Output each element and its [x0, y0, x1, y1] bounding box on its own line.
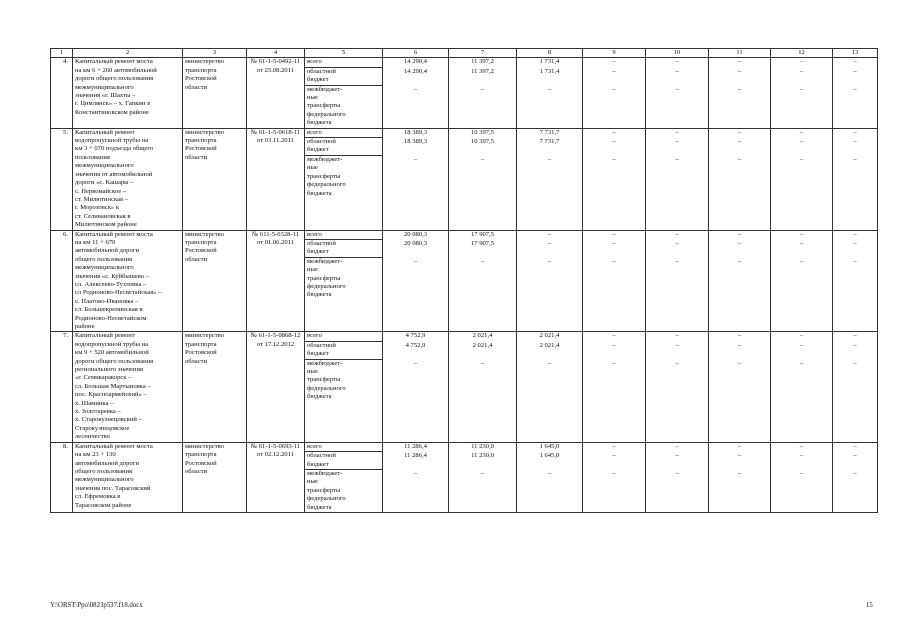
amount-value: –	[737, 332, 742, 340]
amount-column-13	[833, 332, 878, 442]
column-number-8: 8	[517, 49, 583, 58]
funding-source-label: межбюджет- ные трансферты федерального бюджета	[307, 257, 346, 299]
amount-value: –	[675, 341, 679, 349]
amount-value: 11 230,0	[471, 452, 494, 460]
amount-value: –	[799, 332, 804, 340]
funding-source-label: областной бюджет	[305, 68, 382, 86]
amount-value: –	[853, 332, 857, 340]
contract-number: № 61-1-5-0868-12 от 17.12.2012	[247, 332, 305, 442]
amount-value: –	[853, 341, 857, 349]
column-number-9: 9	[583, 49, 646, 58]
amount-value: 10 397,5	[470, 128, 495, 136]
row-number: 7.	[51, 332, 73, 442]
amount-value: –	[547, 85, 552, 93]
amount-value: –	[612, 155, 616, 163]
amount-value: –	[675, 359, 679, 367]
amount-value: 7 731,7	[539, 138, 560, 146]
amount-column-9	[583, 128, 646, 230]
amount-column-8	[517, 442, 583, 512]
amount-value: –	[737, 469, 742, 477]
funding-source-label: межбюджет- ные трансферты федерального бюджета	[307, 359, 346, 401]
amount-value: –	[612, 332, 616, 340]
amount-column-13	[833, 58, 878, 128]
row-number: 5.	[51, 128, 73, 230]
amount-value: 20 080,3	[403, 230, 428, 238]
amount-column-12	[771, 332, 833, 442]
amount-column-9	[583, 230, 646, 332]
amount-value: –	[853, 239, 857, 247]
amount-value: –	[799, 359, 804, 367]
responsible-body: министерство транспорта Ростовской области	[183, 58, 247, 128]
amount-value: –	[480, 257, 485, 265]
row-number: 4.	[51, 58, 73, 128]
amount-value: –	[547, 469, 552, 477]
program-table-page	[50, 48, 877, 513]
amount-value: 7 731,7	[539, 128, 560, 136]
responsible-body: министерство транспорта Ростовской области	[183, 128, 247, 230]
amount-value: –	[413, 257, 418, 265]
amount-value: 14 290,4	[403, 67, 428, 75]
amount-value: –	[737, 239, 742, 247]
amount-value: 4 752,9	[405, 341, 426, 349]
funding-source-label: межбюджет- ные трансферты федерального бюджета	[307, 469, 346, 511]
amount-value: –	[612, 58, 616, 66]
amount-value: 18 389,3	[403, 138, 428, 146]
amount-value: 1 731,4	[539, 67, 560, 75]
amount-value: –	[799, 67, 804, 75]
amount-column-7	[449, 128, 517, 230]
amount-value: –	[480, 469, 485, 477]
contract-number: № 61-1-5-0618-11 от 03.11.2011	[247, 128, 305, 230]
amount-value: 1 645,0	[539, 442, 560, 450]
contract-number: № 611-5-0328-11 от 01.06.2011	[247, 230, 305, 332]
amount-value: –	[799, 442, 804, 450]
page-number: 15	[866, 602, 873, 609]
amount-value: –	[675, 257, 679, 265]
amount-value: –	[547, 257, 552, 265]
amount-value: –	[853, 442, 857, 450]
funding-sources	[305, 58, 383, 128]
amount-column-11	[709, 58, 771, 128]
document-path: Y:\ORST\Ppo\0823p537.f18.docx	[50, 602, 143, 609]
amount-value: –	[675, 230, 679, 238]
table-row	[51, 442, 878, 512]
responsible-body: министерство транспорта Ростовской области	[183, 332, 247, 442]
table-row	[51, 128, 878, 230]
amount-value: –	[675, 442, 679, 450]
funding-source-label: всего	[305, 332, 382, 341]
column-number-6: 6	[383, 49, 449, 58]
amount-value: –	[853, 257, 857, 265]
amount-column-13	[833, 128, 878, 230]
amount-value: –	[799, 239, 804, 247]
amount-value: –	[675, 239, 679, 247]
amount-value: 11 230,0	[471, 442, 494, 450]
row-number: 6.	[51, 230, 73, 332]
amount-value: –	[413, 359, 418, 367]
amount-column-6	[383, 442, 449, 512]
amount-value: –	[737, 257, 742, 265]
amount-column-7	[449, 332, 517, 442]
amount-value: –	[737, 67, 742, 75]
amount-value: 2 021,4	[472, 332, 493, 340]
amount-value: –	[675, 138, 679, 146]
amount-value: –	[799, 230, 804, 238]
column-number-10: 10	[646, 49, 709, 58]
amount-column-11	[709, 230, 771, 332]
amount-column-12	[771, 230, 833, 332]
responsible-body: министерство транспорта Ростовской области	[183, 442, 247, 512]
contract-number: № 61-1-5-0693-11 от 02.12.2011	[247, 442, 305, 512]
funding-sources	[305, 442, 383, 512]
amount-value: –	[853, 85, 857, 93]
funding-source-label: всего	[305, 443, 382, 452]
amount-column-12	[771, 58, 833, 128]
amount-column-8	[517, 128, 583, 230]
table-row	[51, 230, 878, 332]
amount-value: 2 021,4	[539, 332, 560, 340]
amount-value: 11 286,4	[404, 452, 427, 460]
amount-value: 2 021,4	[539, 341, 560, 349]
amount-column-11	[709, 332, 771, 442]
amount-value: –	[737, 359, 742, 367]
column-number-11: 11	[709, 49, 771, 58]
amount-value: –	[853, 58, 857, 66]
amount-column-9	[583, 58, 646, 128]
amount-value: 17 907,5	[470, 239, 495, 247]
amount-value: –	[612, 469, 616, 477]
column-number-5: 5	[305, 49, 383, 58]
amount-column-13	[833, 442, 878, 512]
amount-value: –	[799, 128, 804, 136]
amount-column-12	[771, 128, 833, 230]
amount-value: –	[737, 85, 742, 93]
table-row	[51, 58, 878, 128]
amount-value: –	[853, 452, 857, 460]
amount-value: 11 397,2	[471, 58, 494, 66]
amount-value: –	[799, 341, 804, 349]
amount-value: 11 397,2	[471, 67, 494, 75]
funding-source-label: межбюджет- ные трансферты федерального бюджета	[307, 85, 346, 127]
amount-column-6	[383, 58, 449, 128]
responsible-body: министерство транспорта Ростовской области	[183, 230, 247, 332]
amount-value: –	[480, 155, 485, 163]
amount-value: –	[737, 155, 742, 163]
amount-value: –	[612, 138, 616, 146]
amount-value: –	[675, 469, 679, 477]
amount-value: –	[799, 85, 804, 93]
amount-value: –	[480, 85, 485, 93]
amount-value: –	[675, 452, 679, 460]
column-number-4: 4	[247, 49, 305, 58]
object-name: Капитальный ремонт моста на км 11 + 670 автомобильной дороги общего пользования межмуниципального значения «с. Куйбышево – сл. Алексеево-Тузловка – сл Родионово-Несветайская» – с. Платово-Ивановка – сл. Большекрепинская в Родионово-Несветайском районе	[73, 230, 183, 332]
amount-value: –	[799, 58, 804, 66]
amount-value: –	[675, 128, 679, 136]
amount-value: –	[737, 58, 742, 66]
amount-value: –	[853, 67, 857, 75]
amount-value: –	[853, 128, 857, 136]
amount-value: –	[547, 239, 552, 247]
amount-value: –	[675, 85, 679, 93]
amount-value: –	[853, 359, 857, 367]
funding-source-label: всего	[305, 129, 382, 138]
amount-value: 1 731,4	[539, 58, 560, 66]
amount-value: –	[612, 85, 616, 93]
amount-column-8	[517, 332, 583, 442]
row-number: 8.	[51, 442, 73, 512]
amount-value: 11 286,4	[404, 442, 427, 450]
amount-value: –	[675, 155, 679, 163]
column-number-1: 1	[51, 49, 73, 58]
amount-column-9	[583, 442, 646, 512]
amount-value: –	[612, 359, 616, 367]
object-name: Капитальный ремонт моста на км 6 + 260 автомобильной дороги общего пользования межмуниципального значения «г. Шахты – г. Цимлянск» – х. Гапкин в Константиновском районе	[73, 58, 183, 128]
amount-value: –	[547, 155, 552, 163]
funding-source-label: всего	[305, 58, 382, 67]
amount-value: –	[612, 230, 616, 238]
amount-value: –	[612, 442, 616, 450]
funding-sources	[305, 332, 383, 442]
amount-value: –	[799, 452, 804, 460]
amount-column-12	[771, 442, 833, 512]
column-number-12: 12	[771, 49, 833, 58]
amount-value: 20 080,3	[403, 239, 428, 247]
amount-value: –	[799, 155, 804, 163]
amount-value: –	[737, 452, 742, 460]
amount-value: –	[737, 341, 742, 349]
funding-source-label: областной бюджет	[305, 138, 382, 156]
amount-column-10	[646, 332, 709, 442]
amount-column-10	[646, 128, 709, 230]
amount-column-10	[646, 230, 709, 332]
amount-column-6	[383, 128, 449, 230]
amount-column-8	[517, 230, 583, 332]
amount-column-10	[646, 442, 709, 512]
funding-sources	[305, 128, 383, 230]
amount-value: –	[853, 155, 857, 163]
amount-value: –	[612, 257, 616, 265]
amount-column-11	[709, 442, 771, 512]
column-number-row	[51, 49, 878, 58]
amount-value: –	[737, 128, 742, 136]
amount-value: –	[480, 359, 485, 367]
object-name: Капитальный ремонт моста на км 23 + 130 автомобильной дороги общего пользования межмуниципального значения пос. Тарасовский сл. Ефремовка в Тарасовском районе	[73, 442, 183, 512]
amount-column-7	[449, 58, 517, 128]
amount-column-7	[449, 442, 517, 512]
amount-value: –	[737, 230, 742, 238]
table-row	[51, 332, 878, 442]
funding-source-label: всего	[305, 231, 382, 240]
amount-value: –	[675, 58, 679, 66]
amount-value: –	[737, 138, 742, 146]
amount-value: –	[799, 138, 804, 146]
funding-source-label: областной бюджет	[305, 452, 382, 470]
amount-value: –	[737, 442, 742, 450]
column-number-3: 3	[183, 49, 247, 58]
amount-value: 4 752,9	[405, 332, 426, 340]
object-name: Капитальный ремонт водопропускной трубы на км 9 + 520 автомобильной дороги общего пользования регионального значения «г. Семикаракорск – сл. Большая Мартыновка – пос. Красноармейский» – х. Шаминка – х. Золотаревка – х. Старокузнецовский – Старокузнецовское лесничество	[73, 332, 183, 442]
amount-value: –	[612, 239, 616, 247]
amount-column-13	[833, 230, 878, 332]
contract-number: № 61-1-5-0492-11 от 25.08.2011	[247, 58, 305, 128]
amount-value: –	[675, 332, 679, 340]
amount-column-11	[709, 128, 771, 230]
amount-value: –	[675, 67, 679, 75]
amount-value: 2 021,4	[472, 341, 493, 349]
amount-value: –	[612, 128, 616, 136]
amount-column-6	[383, 332, 449, 442]
amount-value: 14 290,4	[403, 58, 428, 66]
funding-sources	[305, 230, 383, 332]
amount-value: 18 389,3	[403, 128, 428, 136]
amount-value: 10 397,5	[470, 138, 495, 146]
amount-value: –	[547, 230, 552, 238]
amount-value: –	[612, 452, 616, 460]
column-number-13: 13	[833, 49, 878, 58]
object-name: Капитальный ремонт водопропускной трубы на км 3 + 070 подъезда общего пользования межмуниципального значения от автомобильной дороги «с. Кашары – с. Первомайское – ст. Милютинская – г. Морозовск» к ст. Селивановская в Милютинском районе	[73, 128, 183, 230]
amount-column-9	[583, 332, 646, 442]
amount-value: –	[853, 230, 857, 238]
amount-value: –	[853, 138, 857, 146]
funding-source-label: межбюджет- ные трансферты федерального бюджета	[307, 155, 346, 197]
amount-value: –	[413, 155, 418, 163]
amount-column-10	[646, 58, 709, 128]
amount-value: –	[612, 67, 616, 75]
amount-value: –	[799, 469, 804, 477]
amount-value: –	[413, 85, 418, 93]
amount-value: –	[799, 257, 804, 265]
amount-value: 17 907,5	[470, 230, 495, 238]
amount-value: 1 645,0	[539, 452, 560, 460]
program-table	[50, 48, 878, 513]
amount-value: –	[413, 469, 418, 477]
funding-source-label: областной бюджет	[305, 342, 382, 360]
funding-source-label: областной бюджет	[305, 240, 382, 258]
column-number-2: 2	[73, 49, 183, 58]
amount-value: –	[612, 341, 616, 349]
amount-column-6	[383, 230, 449, 332]
column-number-7: 7	[449, 49, 517, 58]
amount-value: –	[853, 469, 857, 477]
amount-column-8	[517, 58, 583, 128]
amount-value: –	[547, 359, 552, 367]
amount-column-7	[449, 230, 517, 332]
